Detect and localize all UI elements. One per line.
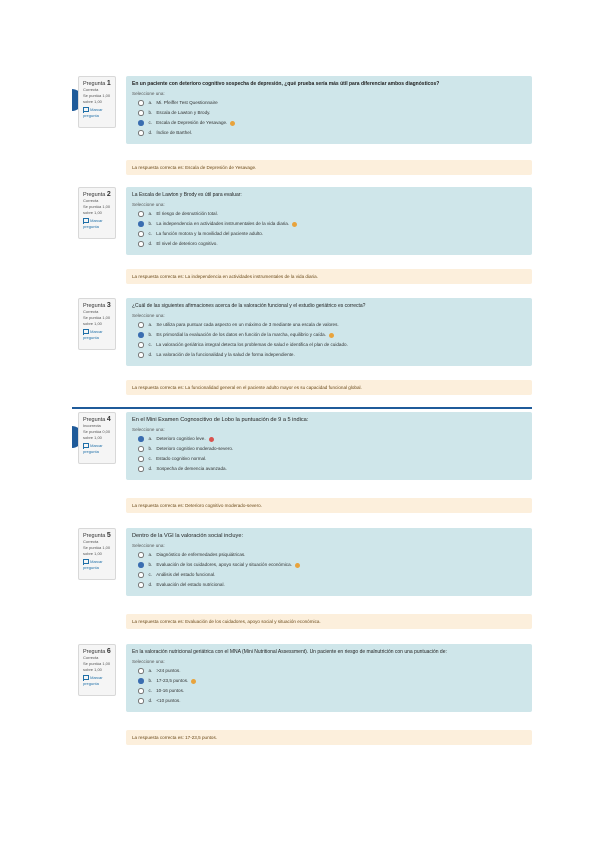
answer-option[interactable]: a. >24 puntos. xyxy=(132,666,526,676)
correct-mark-icon xyxy=(329,333,334,338)
answer-option[interactable]: c. Estado cognitivo normal. xyxy=(132,454,526,464)
answer-option[interactable]: b. Evaluación de los cuidadores, apoyo social y situación económica. xyxy=(132,560,526,570)
answer-option[interactable]: b. La independencia en actividades instrumentales de la vida diaria. xyxy=(132,219,526,229)
question-text: En la valoración nutricional geriátrica con el MNA (Mini Nutritional Assessment). Un paciente en riesgo de malnutrición con una puntuación de: xyxy=(132,649,447,655)
answer-option[interactable]: d. Sospecha de demencia avanzada. xyxy=(132,464,526,474)
answer-option[interactable]: d. El nivel de deterioro cognitivo. xyxy=(132,239,526,249)
answer-option[interactable]: d. La valoración de la funcionalidad y la salud de forma independiente. xyxy=(132,350,526,360)
answer-option[interactable]: c. Escala de Depresión de Yesavage. xyxy=(132,118,526,128)
feedback: La respuesta correcta es: La funcionalidad general en el paciente adulto mayor es su capacidad funcional global. xyxy=(126,380,532,395)
question-label: Pregunta xyxy=(83,81,106,87)
radio-button[interactable] xyxy=(138,688,144,694)
flag-question-button[interactable]: Marcar pregunta xyxy=(83,559,103,570)
radio-button[interactable] xyxy=(138,582,144,588)
answer-option[interactable]: c. 10-16 puntos. xyxy=(132,686,526,696)
question-text: En un paciente con deterioro cognitivo sospecha de depresión, ¿qué prueba sería más útil para diferenciar ambos diagnósticos? xyxy=(132,81,440,87)
radio-button[interactable] xyxy=(138,110,144,116)
radio-button[interactable] xyxy=(138,572,144,578)
question-text: La Escala de Lawton y Brody es útil para evaluar: xyxy=(132,192,242,198)
question-score: Se puntúa 1,00 sobre 1,00 xyxy=(83,93,111,104)
radio-button[interactable] xyxy=(138,678,144,684)
radio-button[interactable] xyxy=(138,446,144,452)
incorrect-mark-icon xyxy=(209,437,214,442)
answer-option[interactable]: a. Mi. Pfeiffer Test Questionnaire xyxy=(132,98,526,108)
correct-mark-icon xyxy=(292,222,297,227)
question-content: ¿Cuál de las siguientes afirmaciones acerca de la valoración funcional y el estudio geriátrico es correcta? Seleccione una: a. Se utiliza para puntuar cada aspecto en un máximo de 3 mediante una escala de valores. b. Es primordial la evaluación de los datos en función de la marcha, equilibrio y caída. c. La valoración geriátrica integral detecta los problemas de salud e identifica el plan de cuidado. d. La valoración de la funcionalidad y la salud de forma independiente. xyxy=(126,298,532,366)
radio-button[interactable] xyxy=(138,231,144,237)
question-state: Correcta xyxy=(83,87,99,92)
question-content: En el Mini Examen Cognoscitivo de Lobo la puntuación de 9 a 5 indica: Seleccione una: a. Deterioro cognitivo leve. b. Deterioro cognitivo moderado-severo. c. Estado cognitivo normal. d. Sospecha de demencia avanzada. xyxy=(126,412,532,480)
radio-button[interactable] xyxy=(138,342,144,348)
answer-option[interactable]: b. 17-23,5 puntos. xyxy=(132,676,526,686)
section-divider xyxy=(72,407,532,409)
question-content: La Escala de Lawton y Brody es útil para evaluar: Seleccione una: a. El riesgo de desnutrición total. b. La independencia en actividades instrumentales de la vida diaria. c. La función motora y la movilidad del paciente adulto. d. El nivel de deterioro cognitivo. xyxy=(126,187,532,255)
question-info: Pregunta 5 Correcta Se puntúa 1,00 sobre 1,00 Marcar pregunta xyxy=(78,528,116,580)
flag-question-button[interactable]: Marcar pregunta xyxy=(83,218,103,229)
radio-button[interactable] xyxy=(138,130,144,136)
flag-question-button[interactable]: Marcar pregunta xyxy=(83,443,103,454)
feedback: La respuesta correcta es: La independencia en actividades instrumentales de la vida diaria. xyxy=(126,269,532,284)
radio-button[interactable] xyxy=(138,436,144,442)
question-content: En la valoración nutricional geriátrica con el MNA (Mini Nutritional Assessment). Un paciente en riesgo de malnutrición con una puntuación de: Seleccione una: a. >24 puntos. b. 17-23,5 puntos. c. 10-16 puntos. d. <10 puntos. xyxy=(126,644,532,712)
radio-button[interactable] xyxy=(138,456,144,462)
radio-button[interactable] xyxy=(138,352,144,358)
question-info: Pregunta 2 Correcta Se puntúa 1,00 sobre 1,00 Marcar pregunta xyxy=(78,187,116,239)
radio-button[interactable] xyxy=(138,322,144,328)
answer-option[interactable]: a. El riesgo de desnutrición total. xyxy=(132,209,526,219)
question-info: Pregunta 6 Correcta Se puntúa 1,00 sobre 1,00 Marcar pregunta xyxy=(78,644,116,696)
flag-question-button[interactable]: Marcar pregunta xyxy=(83,675,103,686)
radio-button[interactable] xyxy=(138,552,144,558)
answer-option[interactable]: a. Deterioro cognitivo leve. xyxy=(132,434,526,444)
answer-option[interactable]: c. Análisis del estado funcional. xyxy=(132,570,526,580)
radio-button[interactable] xyxy=(138,221,144,227)
flag-icon xyxy=(83,329,89,335)
flag-question-button[interactable]: Marcar pregunta xyxy=(83,107,103,118)
question-text: ¿Cuál de las siguientes afirmaciones acerca de la valoración funcional y el estudio geriátrico es correcta? xyxy=(132,303,366,309)
radio-button[interactable] xyxy=(138,668,144,674)
feedback: La respuesta correcta es: Escala de Depresión de Yesavage. xyxy=(126,160,532,175)
correct-mark-icon xyxy=(230,121,235,126)
radio-button[interactable] xyxy=(138,562,144,568)
radio-button[interactable] xyxy=(138,211,144,217)
select-label: Seleccione una: xyxy=(132,91,165,96)
feedback: La respuesta correcta es: Deterioro cognitivo moderado-severo. xyxy=(126,498,532,513)
answer-option[interactable]: b. Deterioro cognitivo moderado-severo. xyxy=(132,444,526,454)
feedback: La respuesta correcta es: 17-23,5 puntos. xyxy=(126,730,532,745)
answer-option[interactable]: c. La función motora y la movilidad del paciente adulto. xyxy=(132,229,526,239)
question-info: Pregunta 3 Correcta Se puntúa 1,00 sobre 1,00 Marcar pregunta xyxy=(78,298,116,350)
question-text: En el Mini Examen Cognoscitivo de Lobo la puntuación de 9 a 5 indica: xyxy=(132,417,309,423)
question-text: Dentro de la VGI la valoración social incluye: xyxy=(132,533,243,539)
feedback: La respuesta correcta es: Evaluación de los cuidadores, apoyo social y situación económica. xyxy=(126,614,532,629)
flag-question-button[interactable]: Marcar pregunta xyxy=(83,329,103,340)
question-content: Dentro de la VGI la valoración social incluye: Seleccione una: a. Diagnóstico de enfermedades psiquiátricas. b. Evaluación de los cuidadores, apoyo social y situación económica. c. Análisis del estado funcional. d. Evaluación del estado nutricional. xyxy=(126,528,532,596)
answer-option[interactable]: a. Diagnóstico de enfermedades psiquiátricas. xyxy=(132,550,526,560)
answer-option[interactable]: a. Se utiliza para puntuar cada aspecto en un máximo de 3 mediante una escala de valores. xyxy=(132,320,526,330)
answer-option[interactable]: c. La valoración geriátrica integral detecta los problemas de salud e identifica el plan de cuidado. xyxy=(132,340,526,350)
question-info: Pregunta 4 Incorrecta Se puntúa 0,00 sobre 1,00 Marcar pregunta xyxy=(78,412,116,464)
flag-icon xyxy=(83,218,89,224)
answer-option[interactable]: b. Es primordial la evaluación de los datos en función de la marcha, equilibrio y caída. xyxy=(132,330,526,340)
flag-icon xyxy=(83,559,89,565)
correct-mark-icon xyxy=(295,563,300,568)
radio-button[interactable] xyxy=(138,466,144,472)
flag-icon xyxy=(83,675,89,681)
radio-button[interactable] xyxy=(138,120,144,126)
answer-option[interactable]: b. Escala de Lawton y Brody. xyxy=(132,108,526,118)
question-info xyxy=(78,76,116,128)
answer-option[interactable]: d. <10 puntos. xyxy=(132,696,526,706)
correct-mark-icon xyxy=(191,679,196,684)
question-content xyxy=(126,76,532,144)
radio-button[interactable] xyxy=(138,332,144,338)
radio-button[interactable] xyxy=(138,100,144,106)
answer-option[interactable]: d. Evaluación del estado nutricional. xyxy=(132,580,526,590)
answer-option[interactable]: d. Índice de Barthel. xyxy=(132,128,526,138)
radio-button[interactable] xyxy=(138,241,144,247)
flag-icon xyxy=(83,443,89,449)
radio-button[interactable] xyxy=(138,698,144,704)
flag-icon xyxy=(83,107,89,113)
question-number: 1 xyxy=(106,80,111,87)
